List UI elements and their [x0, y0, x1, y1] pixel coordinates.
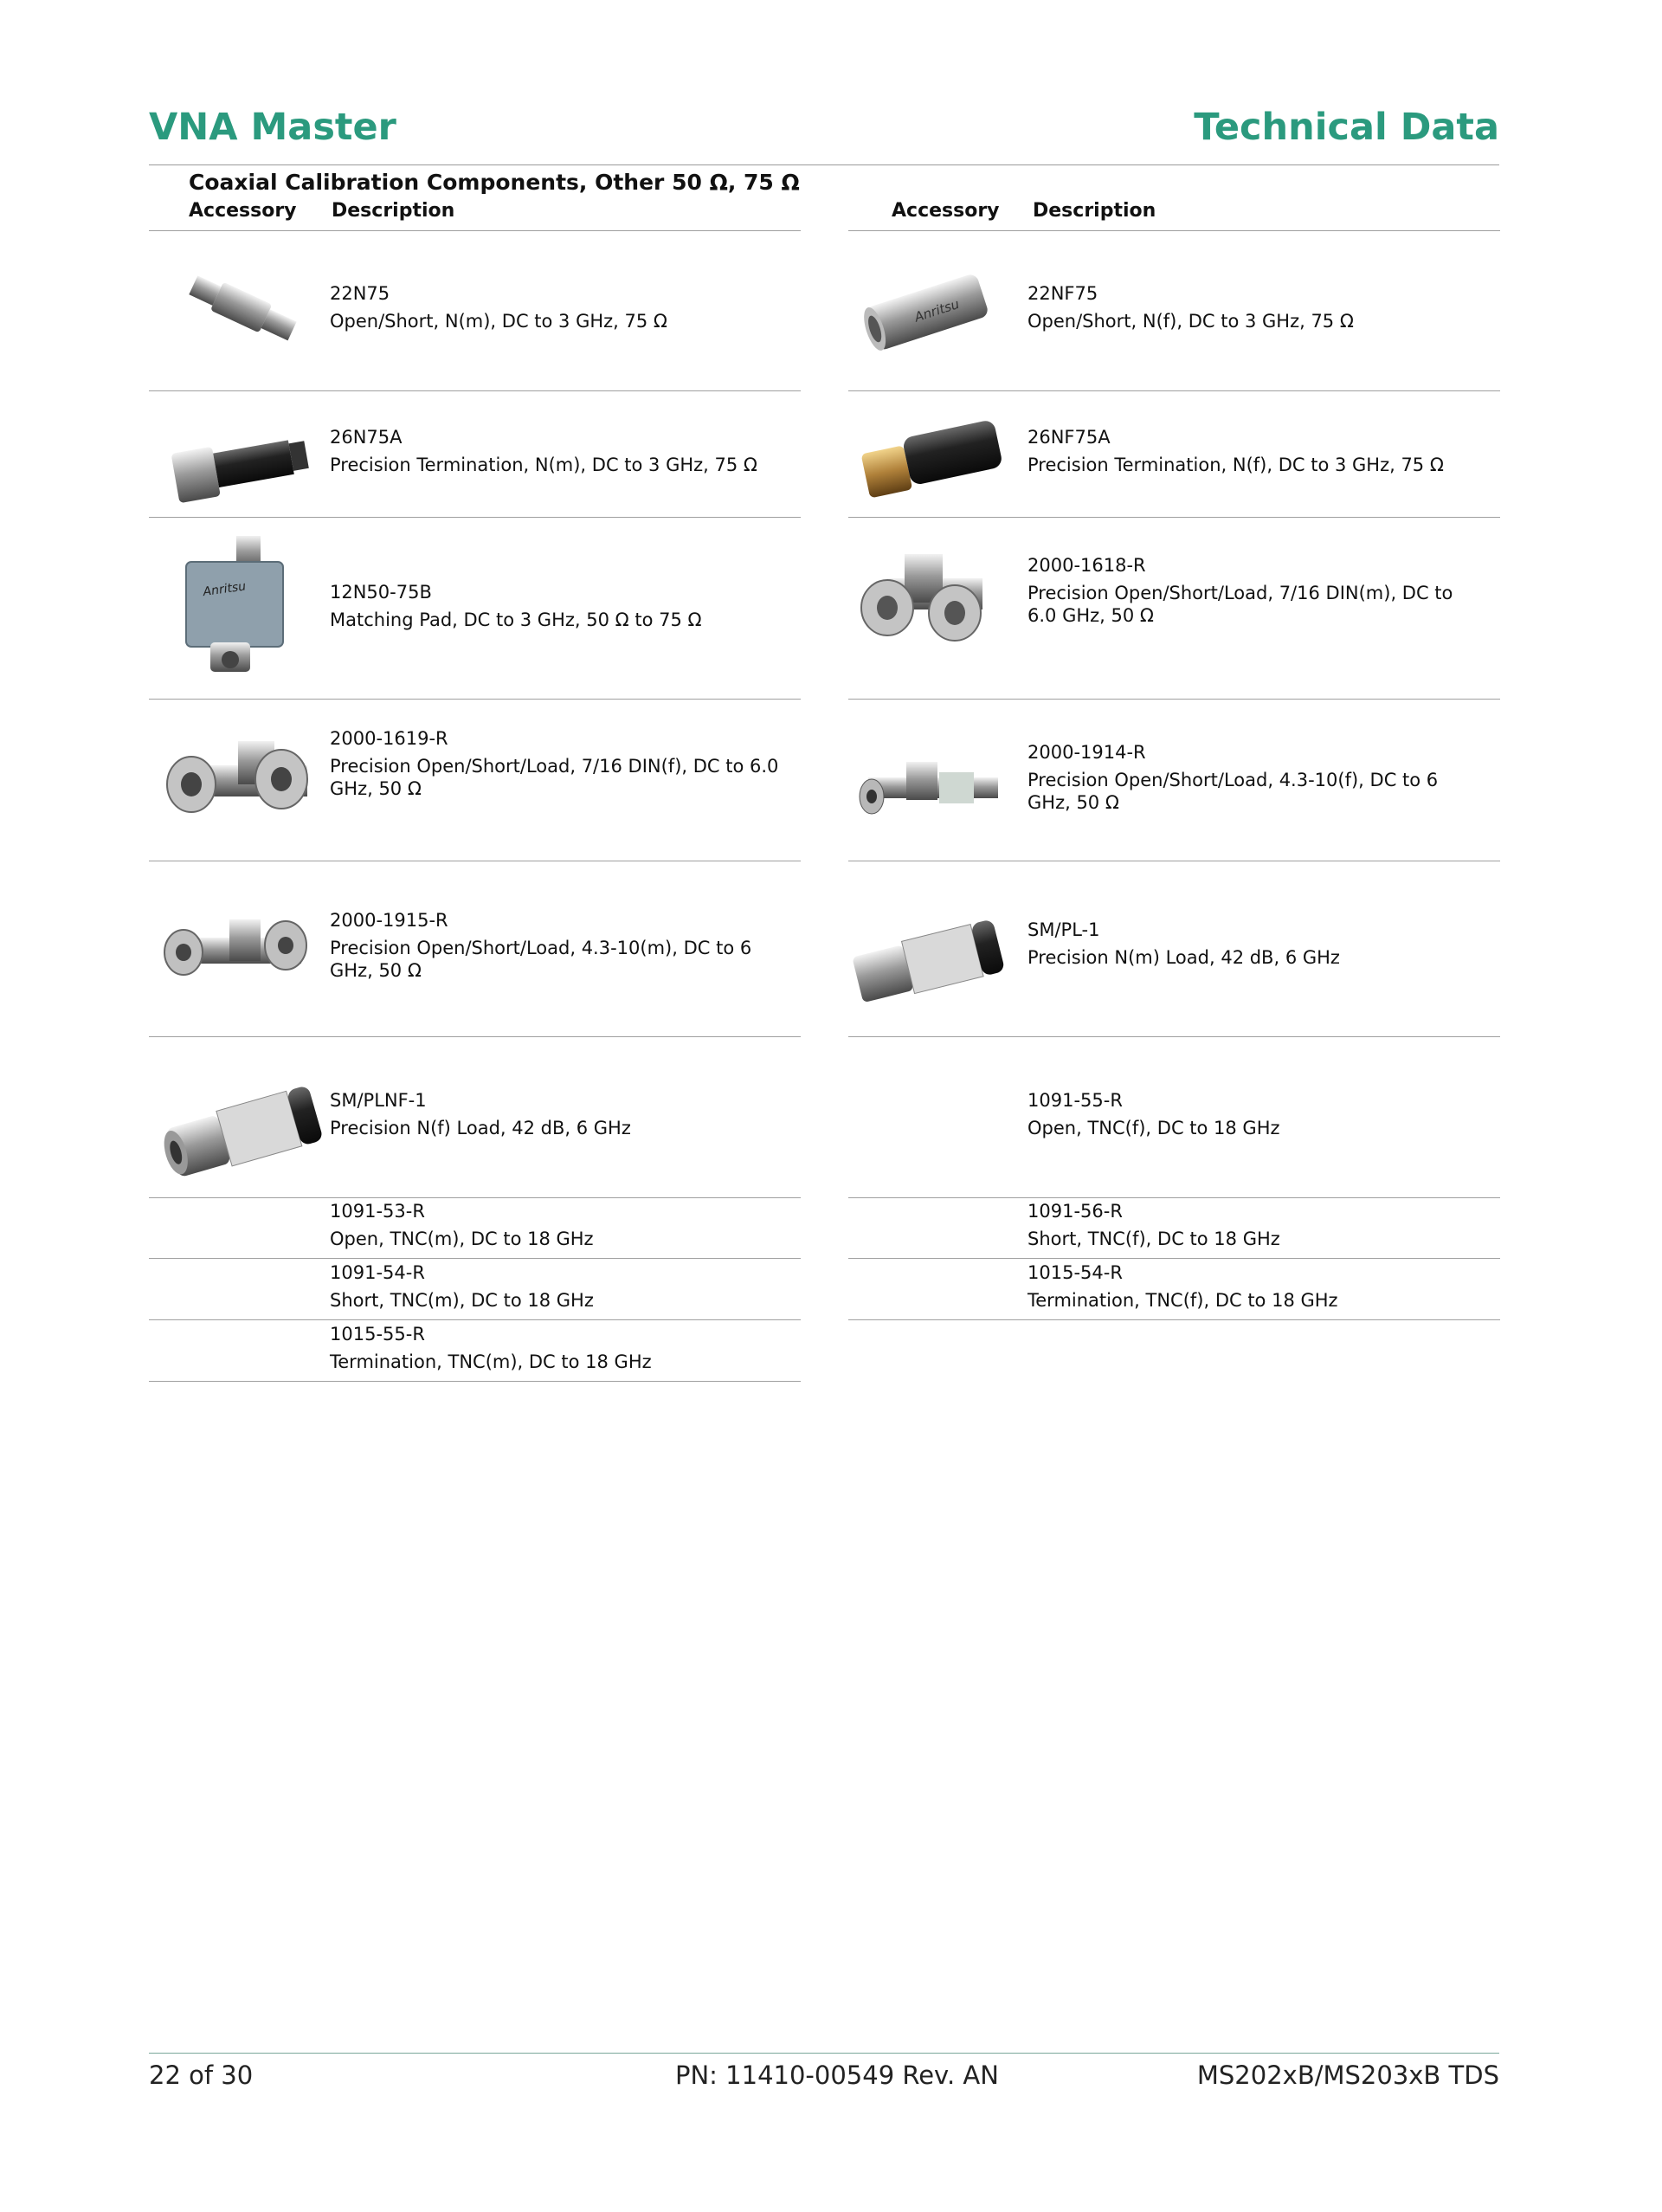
col-head-accessory-right: Accessory	[892, 200, 1000, 222]
item-description: Open/Short, N(f), DC to 3 GHz, 75 Ω	[1027, 311, 1354, 332]
item-description: Termination, TNC(m), DC to 18 GHz	[330, 1351, 652, 1372]
item-code: 2000-1618-R	[1027, 555, 1146, 576]
list-item	[1027, 1261, 1338, 1312]
table-rule	[848, 1197, 1500, 1198]
item-code: 2000-1914-R	[1027, 742, 1146, 763]
section-title: Coaxial Calibration Components, Other 50 Ω, 75 Ω	[189, 170, 800, 195]
col-head-description-right: Description	[1033, 200, 1156, 222]
header-title-left: VNA Master	[149, 106, 396, 149]
table-rule	[149, 390, 801, 391]
item-description: Precision Open/Short/Load, 7/16 DIN(f), DC to 6.0 GHz, 50 Ω	[330, 756, 779, 799]
table-rule	[848, 699, 1500, 700]
header-rule	[149, 164, 1499, 165]
document-id: MS202xB/MS203xB TDS	[1196, 2060, 1499, 2090]
col-head-description-left: Description	[332, 200, 455, 222]
item-code: 1091-53-R	[330, 1201, 425, 1222]
product-image-26n75a	[169, 417, 316, 513]
product-image-12n50-75b	[177, 532, 290, 679]
list-item	[1027, 741, 1486, 814]
item-description: Open, TNC(m), DC to 18 GHz	[330, 1229, 594, 1249]
list-item	[1027, 1200, 1280, 1250]
product-image-sm-pl-1	[848, 909, 1013, 1013]
product-image-26nf75a	[853, 405, 1008, 509]
list-item	[330, 282, 667, 332]
item-description: Precision N(f) Load, 42 dB, 6 GHz	[330, 1118, 631, 1138]
product-image-2000-1915-r	[156, 907, 320, 994]
table-rule	[149, 699, 801, 700]
product-brand-label: Anritsu	[912, 295, 962, 326]
item-code: 1091-54-R	[330, 1262, 425, 1283]
table-rule	[848, 1036, 1500, 1037]
part-number: PN: 11410-00549 Rev. AN	[675, 2060, 999, 2090]
list-item	[1027, 919, 1340, 969]
product-brand-label: Anritsu	[202, 579, 248, 600]
item-code: SM/PL-1	[1027, 919, 1100, 940]
item-code: 22NF75	[1027, 283, 1098, 304]
list-item	[1027, 426, 1444, 476]
item-description: Precision N(m) Load, 42 dB, 6 GHz	[1027, 947, 1340, 968]
list-item	[330, 426, 757, 476]
table-rule	[848, 390, 1500, 391]
item-code: 22N75	[330, 283, 390, 304]
item-code: 26N75A	[330, 427, 403, 448]
list-item	[330, 1089, 631, 1139]
table-rule	[149, 1036, 801, 1037]
table-rule	[848, 230, 1500, 231]
list-item	[330, 1200, 594, 1250]
item-code: 12N50-75B	[330, 582, 432, 603]
item-code: 1015-54-R	[1027, 1262, 1123, 1283]
product-image-sm-plnf-1	[160, 1074, 325, 1186]
item-description: Short, TNC(f), DC to 18 GHz	[1027, 1229, 1280, 1249]
table-rule	[149, 1197, 801, 1198]
item-description: Precision Open/Short/Load, 4.3-10(m), DC to 6 GHz, 50 Ω	[330, 938, 752, 981]
item-description: Precision Open/Short/Load, 7/16 DIN(m), DC to 6.0 GHz, 50 Ω	[1027, 583, 1453, 626]
footer-rule	[149, 2053, 1499, 2054]
table-rule	[848, 1258, 1500, 1259]
table-rule	[149, 1258, 801, 1259]
item-code: 1091-55-R	[1027, 1090, 1123, 1111]
list-item	[330, 727, 780, 800]
list-item	[1027, 282, 1354, 332]
table-rule	[149, 1381, 801, 1382]
table-rule	[149, 517, 801, 518]
item-description: Open/Short, N(m), DC to 3 GHz, 75 Ω	[330, 311, 667, 332]
item-description: Open, TNC(f), DC to 18 GHz	[1027, 1118, 1280, 1138]
item-code: 26NF75A	[1027, 427, 1111, 448]
item-code: 2000-1619-R	[330, 728, 448, 749]
list-item	[330, 1323, 652, 1373]
product-image-22nf75	[853, 258, 1008, 362]
item-description: Precision Termination, N(f), DC to 3 GHz, 75 Ω	[1027, 455, 1444, 475]
product-image-2000-1618-r	[853, 545, 1008, 649]
item-code: SM/PLNF-1	[330, 1090, 427, 1111]
product-image-2000-1914-r	[853, 743, 1013, 838]
item-description: Matching Pad, DC to 3 GHz, 50 Ω to 75 Ω	[330, 609, 702, 630]
list-item	[330, 909, 789, 982]
item-description: Precision Open/Short/Load, 4.3-10(f), DC to 6 GHz, 50 Ω	[1027, 770, 1439, 813]
list-item	[1027, 1089, 1280, 1139]
table-rule	[149, 1319, 801, 1320]
item-code: 1015-55-R	[330, 1324, 425, 1345]
header-title-right: Technical Data	[1194, 106, 1499, 149]
table-rule	[848, 1319, 1500, 1320]
list-item	[330, 581, 702, 631]
item-description: Termination, TNC(f), DC to 18 GHz	[1027, 1290, 1338, 1311]
item-description: Precision Termination, N(m), DC to 3 GHz, 75 Ω	[330, 455, 757, 475]
table-rule	[149, 230, 801, 231]
col-head-accessory-left: Accessory	[189, 200, 297, 222]
list-item	[330, 1261, 594, 1312]
item-description: Short, TNC(m), DC to 18 GHz	[330, 1290, 594, 1311]
item-code: 2000-1915-R	[330, 910, 448, 931]
page-number: 22 of 30	[149, 2060, 254, 2090]
product-image-2000-1619-r	[160, 729, 325, 833]
list-item	[1027, 554, 1478, 627]
product-image-22n75	[177, 267, 316, 353]
table-rule	[848, 517, 1500, 518]
item-code: 1091-56-R	[1027, 1201, 1123, 1222]
